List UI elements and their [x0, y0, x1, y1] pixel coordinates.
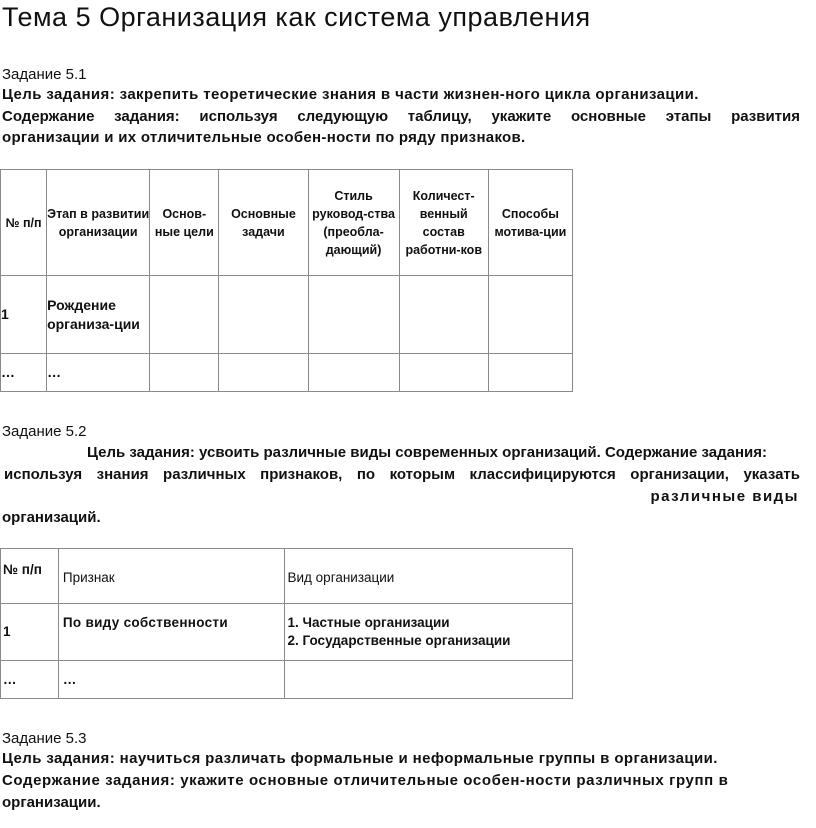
cell-tasks: [219, 276, 308, 354]
org-types-table: [0, 548, 573, 699]
stages-table: [0, 169, 573, 392]
cell-staff: [399, 276, 488, 354]
header-cell-tasks: Основные задачи: [219, 170, 308, 276]
page-title: Тема 5 Организация как система управления: [2, 2, 591, 32]
cell-style: [308, 354, 399, 392]
task-heading: Задание 5.2: [2, 423, 87, 440]
cell-number: …: [1, 661, 59, 699]
cell-motivation: [488, 276, 572, 354]
task-content-cont: различные виды: [650, 488, 799, 505]
task-content-end: организации.: [2, 794, 101, 811]
cell-staff: [399, 354, 488, 392]
table-row: [1, 604, 573, 661]
task-content: Содержание задания: укажите основные отличительные особен-ности различных групп в: [2, 772, 729, 789]
cell-style: [308, 276, 399, 354]
cell-org-type: [284, 661, 573, 699]
task-content: используя знания различных признаков, по которым классифицируются организации, указать: [4, 466, 800, 483]
task-goal: Цель задания: научиться различать формальные и неформальные группы в организации.: [2, 750, 718, 767]
cell-stage: Рождение организа-ции: [47, 276, 150, 354]
header-cell-stage: Этап в развитии организации: [47, 170, 150, 276]
table-header-row: [1, 549, 573, 604]
header-cell-motivation: Способы мотива-ции: [488, 170, 572, 276]
header-cell-staff: Количест-венный состав работни-ков: [399, 170, 488, 276]
table-row: [1, 661, 573, 699]
task-content-end: организаций.: [2, 509, 101, 526]
table-row: [1, 276, 573, 354]
task-heading: Задание 5.3: [2, 730, 87, 747]
task-goal: Цель задания: закрепить теоретические знания в части жизнен-ного цикла организации.: [2, 86, 699, 103]
cell-tasks: [219, 354, 308, 392]
cell-feature: …: [58, 661, 284, 699]
task-content: Содержание задания: используя следующую таблицу, укажите основные этапы развития: [2, 108, 800, 125]
cell-number: …: [1, 354, 47, 392]
header-cell-number: № п/п: [1, 549, 59, 604]
cell-stage: …: [47, 354, 150, 392]
cell-motivation: [488, 354, 572, 392]
cell-number: 1: [1, 604, 59, 661]
header-cell-style: Стиль руковод-ства (преобла-дающий): [308, 170, 399, 276]
cell-org-type: 1. Частные организации 2. Государственные организации: [284, 604, 573, 661]
task-content-cont: организации и их отличительные особен-ности по ряду признаков.: [2, 129, 526, 146]
table-header-row: [1, 170, 573, 276]
header-cell-number: № п/п: [1, 170, 47, 276]
cell-number: 1: [1, 276, 47, 354]
header-cell-org-type: Вид организации: [284, 549, 573, 604]
task-heading: Задание 5.1: [2, 66, 87, 83]
cell-feature: По виду собственности: [58, 604, 284, 661]
table-row: [1, 354, 573, 392]
cell-goals: [150, 276, 219, 354]
cell-goals: [150, 354, 219, 392]
header-cell-feature: Признак: [58, 549, 284, 604]
header-cell-goals: Основ-ные цели: [150, 170, 219, 276]
task-goal: Цель задания: усвоить различные виды современных организаций. Содержание задания:: [87, 444, 768, 461]
